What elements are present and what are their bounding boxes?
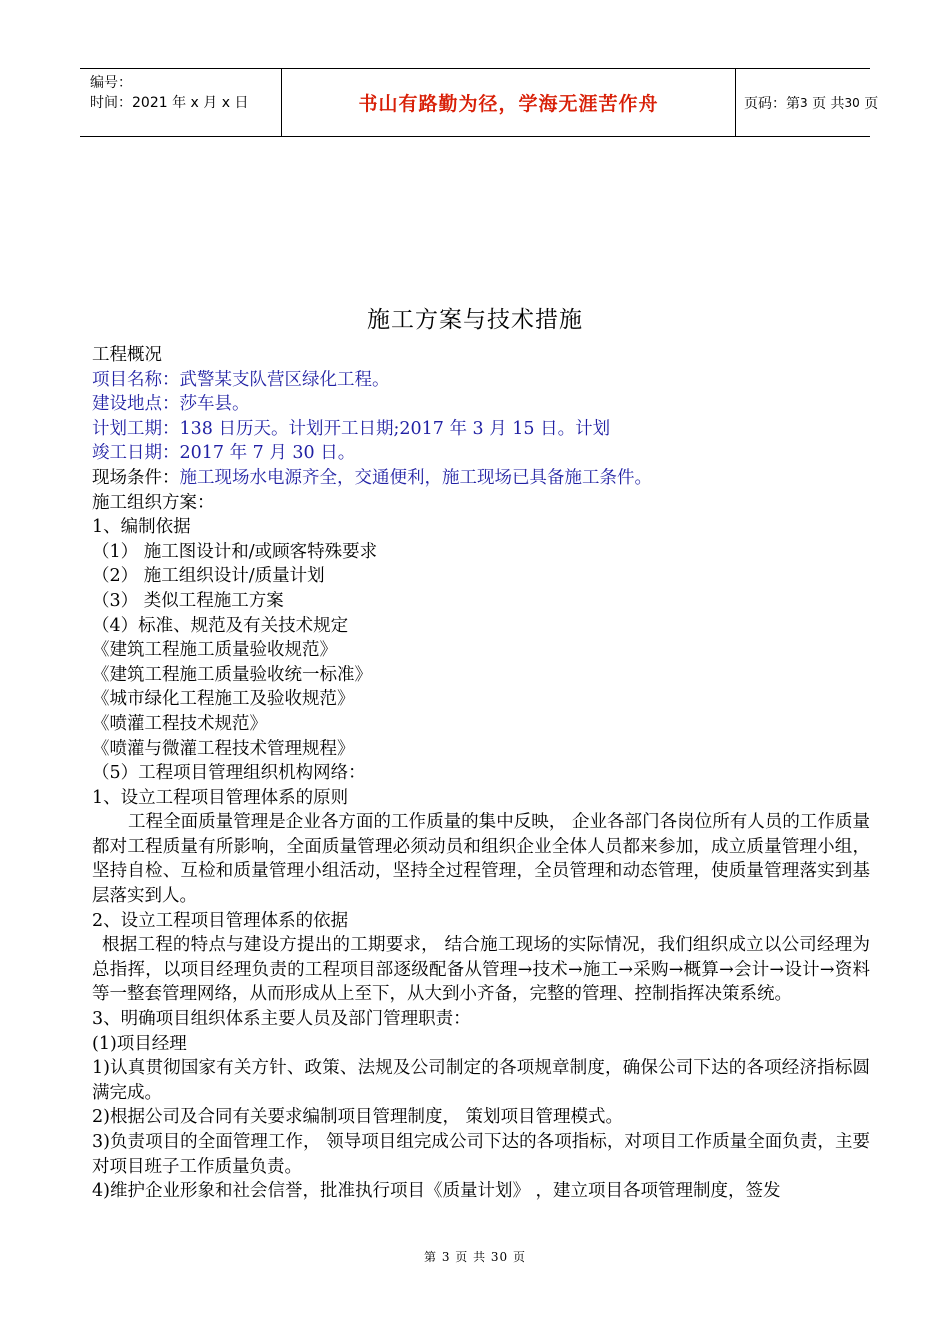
- basis-item: （1） 施工图设计和/或顾客特殊要求: [92, 541, 378, 562]
- header-motto-cell: [281, 69, 736, 136]
- schedule-line-1: 计划工期：138 日历天。计划开工日期;2017 年 3 月 15 日。计划: [92, 418, 611, 439]
- header-meta: [80, 69, 281, 136]
- project-location: 建设地点：莎车县。: [92, 394, 250, 415]
- header-page-info: [736, 69, 879, 136]
- project-name: 项目名称：武警某支队营区绿化工程。: [92, 369, 390, 390]
- site-conditions: [92, 466, 870, 491]
- standard-item: 《喷灌与微灌工程技术管理规程》: [92, 738, 355, 759]
- standard-item: 《建筑工程施工质量验收规范》: [92, 640, 337, 661]
- document-title: 施工方案与技术措施: [367, 307, 583, 333]
- duties-heading: 3、明确项目组织体系主要人员及部门管理职责：: [92, 1009, 471, 1030]
- basis2-paragraph: 根据工程的特点与建设方提出的工期要求， 结合施工现场的实际情况，我们组织成立以公司经理为总指挥，以项目经理负责的工程项目部逐级配备从管理→技术→施工→采购→概算→会计→设计→资料等一整套管理网络，从而形成从上至下，从大到小齐备，完整的管理、控制指挥决策系统。: [92, 935, 870, 1005]
- overview-heading: 工程概况: [92, 345, 162, 365]
- pm-item: 1)认真贯彻国家有关方针、政策、法规及公司制定的各项规章制度，确保公司下达的各项经济指标圆满完成。: [92, 1058, 870, 1103]
- pm-item: 3)负责项目的全面管理工作， 领导项目组完成公司下达的各项指标，对项目工作质量全面负责，主要对项目班子工作质量负责。: [92, 1132, 870, 1177]
- network-heading: （5）工程项目管理组织机构网络：: [92, 763, 366, 784]
- site-label: 现场条件：: [92, 467, 180, 488]
- page-footer: 第 3 页 共 30 页: [424, 1250, 526, 1264]
- pm-item: 4)维护企业形象和社会信誉，批准执行项目《质量计划》 ，建立项目各项管理制度，签发: [92, 1181, 781, 1202]
- date-value: 2021 年 x 月 x 日: [132, 95, 249, 111]
- site-text: 施工现场水电源齐全，交通便利，施工现场已具备施工条件。: [179, 467, 652, 488]
- org-heading: 施工组织方案：: [92, 492, 215, 513]
- schedule-line-2: 竣工日期：2017 年 7 月 30 日。: [92, 443, 356, 464]
- standard-item: 《喷灌工程技术规范》: [92, 713, 267, 734]
- motto: 书山有路勤为径，学海无涯苦作舟: [358, 93, 659, 115]
- page-label: 页码：第: [744, 95, 800, 112]
- page-total: 30: [844, 95, 860, 110]
- basis-heading: 1、编制依据: [92, 517, 191, 538]
- date-label: 时间：: [90, 95, 132, 111]
- page-mid: 页 共: [812, 95, 845, 112]
- pm-item: 2)根据公司及合同有关要求编制项目管理制度， 策划项目管理模式。: [92, 1107, 624, 1128]
- basis-item: （2） 施工组织设计/质量计划: [92, 566, 325, 587]
- principle-paragraph: 工程全面质量管理是企业各方面的工作质量的集中反映， 企业各部门各岗位所有人员的工作质量都对工程质量有所影响，全面质量管理必须动员和组织企业全体人员都来参加，成立质量管理小组，坚持自检、互检和质量管理小组活动，坚持全过程管理，全员管理和动态管理，使质量管理落实到基层落实到人。: [92, 812, 870, 907]
- standard-item: 《建筑工程施工质量验收统一标准》: [92, 664, 372, 685]
- basis2-heading: 2、设立工程项目管理体系的依据: [92, 910, 349, 931]
- pm-heading: (1)项目经理: [92, 1033, 187, 1054]
- standard-item: 《城市绿化工程施工及验收规范》: [92, 689, 355, 710]
- basis-item: （3） 类似工程施工方案: [92, 590, 284, 611]
- document-body: [92, 343, 870, 1204]
- basis-item: （4）标准、规范及有关技术规定: [92, 615, 349, 636]
- principle-heading: 1、设立工程项目管理体系的原则: [92, 787, 349, 808]
- page-end: 页: [864, 95, 879, 112]
- date-line: [90, 93, 281, 113]
- number-label: 编号：: [90, 75, 132, 91]
- page-header: [80, 68, 879, 137]
- page-current: 3: [800, 95, 808, 110]
